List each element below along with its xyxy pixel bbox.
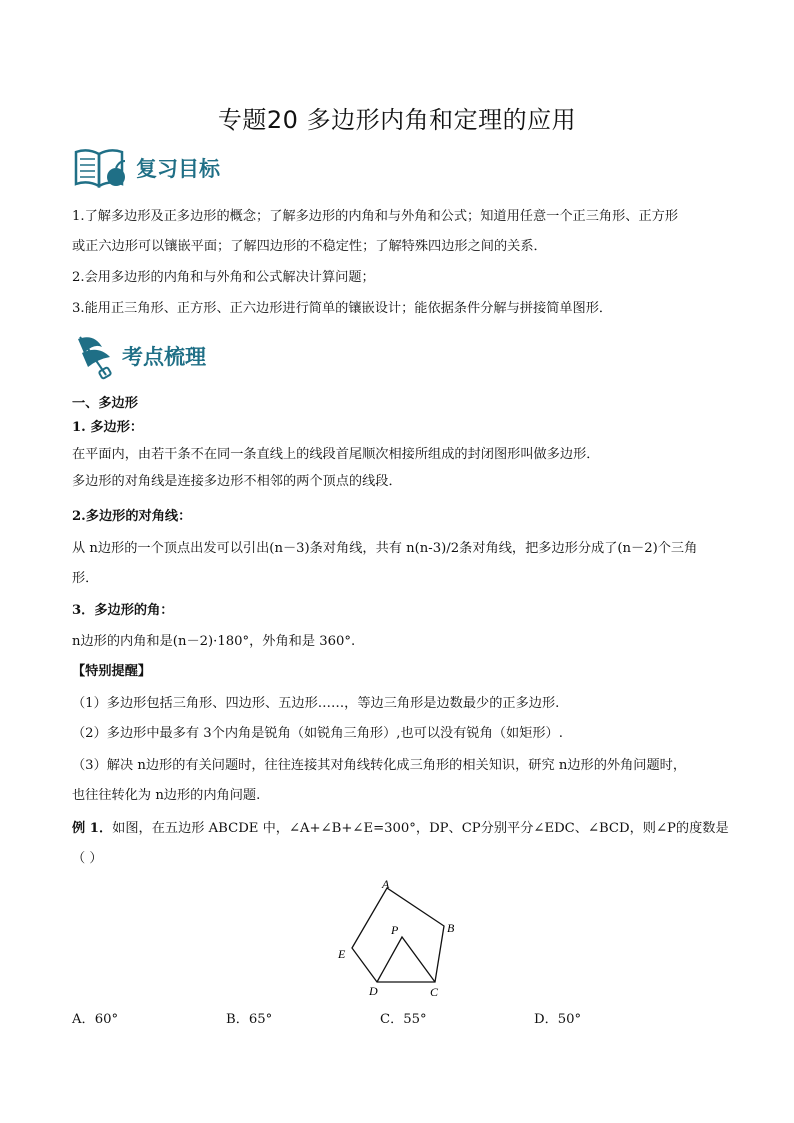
diagonal-line: 形． <box>72 571 99 586</box>
goal-line: 2.会用多边形的内角和与外角和公式解决计算问题； <box>72 270 375 285</box>
tip-line: （1）多边形包括三角形、四边形、五边形……，等边三角形是边数最少的正多边形. <box>72 696 560 711</box>
answer-paren: （ ） <box>72 851 103 866</box>
label-c: C <box>430 985 439 999</box>
subheading-polygon: 1. 多边形： <box>72 420 144 435</box>
angle-line: n边形的内角和是(n－2)·180°，外角和是 360°. <box>72 634 356 649</box>
section-header-points <box>72 334 206 378</box>
diagonal-line: 从 n边形的一个顶点出发可以引出(n－3)条对角线，共有 n(n-3)/2条对角线，把多边形分成了(n－2)个三角 <box>72 541 698 556</box>
tip-line: 也往往转化为 n边形的内角问题. <box>72 788 261 803</box>
pen-leaf-icon <box>72 331 116 381</box>
example-label: 例 1． <box>72 821 113 836</box>
label-d: D <box>369 984 378 998</box>
label-b: B <box>447 921 455 935</box>
choice-a[interactable]: A．60° <box>72 1012 119 1027</box>
page-title: 专题20 多边形内角和定理的应用 <box>217 106 577 134</box>
section-header-review <box>72 146 220 190</box>
tip-line: （3）解决 n边形的有关问题时，往往连接其对角线转化成三角形的相关知识，研究 n边形的外角问题时， <box>72 758 687 773</box>
choice-b[interactable]: B．65° <box>226 1012 273 1027</box>
definition-line: 多边形的对角线是连接多边形不相邻的两个顶点的线段． <box>72 474 402 489</box>
subheading-diagonal: 2.多边形的对角线： <box>72 509 192 524</box>
example-question <box>72 820 732 838</box>
choice-d[interactable]: D．50° <box>534 1012 582 1027</box>
goal-line: 或正六边形可以镶嵌平面；了解四边形的不稳定性；了解特殊四边形之间的关系． <box>72 239 547 254</box>
subheading-angle: 3．多边形的角： <box>72 603 174 618</box>
definition-line: 在平面内，由若干条不在同一条直线上的线段首尾顺次相接所组成的封闭图形叫做多边形． <box>72 447 600 462</box>
label-e: E <box>338 947 346 961</box>
label-p: P <box>391 923 399 937</box>
section-title-review: 复习目标 <box>136 157 220 181</box>
heading-polygon: 一、多边形 <box>72 396 138 411</box>
bisector-lines <box>377 937 435 982</box>
label-a: A <box>382 877 390 891</box>
goal-line: 1.了解多边形及正多边形的概念；了解多边形的内角和与外角和公式；知道用任意一个正三角形、正方形 <box>72 209 679 224</box>
book-icon <box>72 146 130 190</box>
pentagon-figure <box>330 876 470 1000</box>
example-text: 如图，在五边形 ABCDE 中，∠A+∠B+∠E=300°，DP、CP分别平分∠EDC、∠BCD，则∠P的度数是 <box>112 821 729 836</box>
tip-heading: 【特别提醒】 <box>72 664 152 679</box>
goal-line: 3.能用正三角形、正方形、正六边形进行简单的镶嵌设计；能依据条件分解与拼接简单图形． <box>72 301 613 316</box>
tip-line: （2）多边形中最多有 3个内角是锐角（如锐角三角形）,也可以没有锐角（如矩形）. <box>72 726 563 741</box>
section-title-points: 考点梳理 <box>122 345 206 369</box>
choice-c[interactable]: C．55° <box>380 1012 427 1027</box>
